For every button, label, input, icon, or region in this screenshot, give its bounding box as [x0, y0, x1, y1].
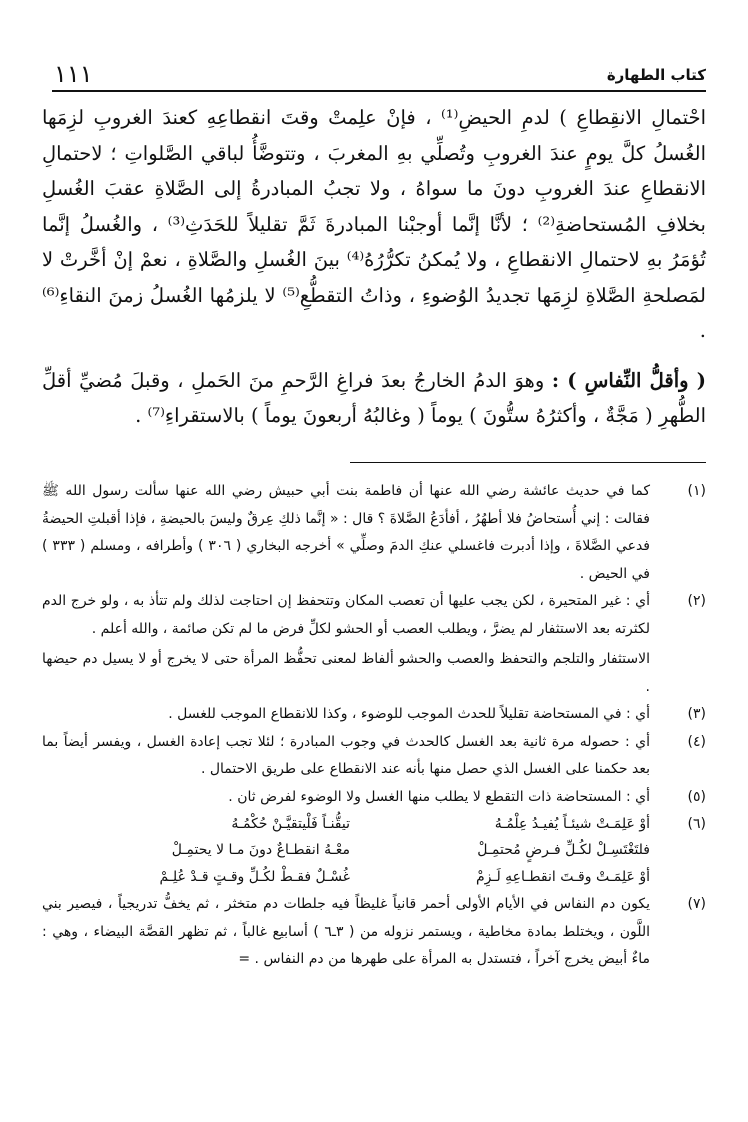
running-header	[52, 58, 706, 92]
footnote-2	[42, 588, 706, 643]
main-paragraph-2	[42, 363, 706, 434]
nifas-heading: ( وأقلُّ النِّفاسِ ) :	[551, 368, 706, 392]
footnote-text: يكون دم النفاس في الأيام الأولى أحمر قانياً غليظاً فيه جلطات دم متخثر ، ثم يخفُّ تدريجياً ، فيصير بني اللَّون ، ويختلط بمادة مخاطية ، ويستمر نزوله من ( ٣ـ٦ ) أسابيع غالباً ، ثم تظهر القصَّة البيضاء ، وهي : ماءٌ أبيض يخرج آخراً ، فتستدل به المرأة على طهرها من دم النفاس . =	[42, 896, 650, 967]
poem-verse	[42, 838, 650, 865]
book-title: كتاب الطهارة	[606, 66, 706, 84]
verse-first-hemistich: فلتَغْتَسِـلْ لكُـلِّ فـرضٍ مُحتمِـلْ	[477, 842, 650, 858]
footnote-number: (٧)	[687, 896, 706, 912]
footnote-number: (٦)	[687, 816, 706, 832]
verse-first-hemistich: أوْ عَلِمَـتْ شيئـاً يُفيـدُ عِلْمُـهُ	[494, 815, 650, 832]
verse-second-hemistich: غُسْـلٌ فقـطْ لكُـلِّ وقـتٍ قـدْ عُلِـمْ	[159, 868, 350, 885]
footnote-2-continuation: الاستثفار والتلجم والتحفظ والعصب والحشو ألفاظ لمعنى تحفُّظ المرأة حتى لا يخرج أو لا يسيل دم حيضها .	[42, 651, 650, 695]
footnote-text: أي : غير المتحيرة ، لكن يجب عليها أن تعصب المكان وتتحفظ إن احتاجت لذلك ولم تتأذ به ، ولو خرج الدم لكثرته بعد الاستثفار لم يضرَّ ، ويطلب العصب أو الحشو لكلِّ فرض ما لم تكن صائمة ، والله أعلم .	[42, 593, 650, 637]
footnote-text: أي : حصوله مرة ثانية بعد الغسل كالحدث في وجوب المبادرة ؛ لئلا تجب إعادة الغسل ، ويفسر أيضاً بما بعد حكمنا على الغسل الذي حصل منها بأنه عند الانقطاع على طريق الاحتمال .	[42, 733, 650, 777]
footnote-number: (٥)	[687, 788, 706, 805]
footnote-4	[42, 729, 706, 784]
footnote-number: (٤)	[687, 733, 706, 750]
footnote-3	[42, 701, 706, 729]
poem-verse	[42, 864, 650, 891]
footnote-number: (١)	[687, 483, 706, 499]
footnote-number: (٢)	[687, 593, 706, 609]
footnote-1	[42, 478, 706, 588]
footnote-text: كما في حديث عائشة رضي الله عنها أن فاطمة بنت أبي حبيش رضي الله عنها سألت رسول الله ﷺ فقالت : إني أُستحاضُ فلا أطهُرُ ، أفأدَعُ الصَّلاةَ ؟ قال : « إنَّما ذلكِ عِرقٌ وليسَ بالحيضةِ ، فإذا أقبلتِ الحيضةُ فدعي الصَّلاةَ ، وإذا أدبرت فاغسلي عنكِ الدمَ وصلِّي » أخرجه البخاري ( ٣٠٦ ) وأطرافه ، ومسلم ( ٣٣٣ ) في الحيض .	[42, 483, 650, 582]
main-text	[42, 100, 706, 434]
page-number: ١١١	[54, 60, 93, 88]
footnote-5	[42, 784, 706, 812]
footnote-text: أي : في المستحاضة تقليلاً للحدث الموجب للوضوء ، وكذا للانقطاع الموجب للغسل .	[168, 706, 650, 722]
footnotes	[42, 478, 706, 974]
footnote-6-poem	[42, 811, 706, 891]
footnote-7	[42, 891, 706, 974]
verse-second-hemistich: تيقُّنـاً فَلْيتقيَّـنْ حُكْمُـهُ	[231, 815, 350, 832]
verse-second-hemistich: معْـهُ انقطـاعٌ دونَ مـا لا يحتمِـلْ	[171, 842, 350, 858]
poem-verse	[42, 811, 650, 838]
footnote-text: أي : المستحاضة ذات التقطع لا يطلب منها الغسل ولا الوضوء لفرض ثان .	[228, 788, 650, 805]
main-paragraph-1: احْتمالِ الانقِطاعِ ) لدمِ الحيضِ⁽¹⁾ ، فإنْ علِمتْ وقتَ انقطاعِهِ كعندَ الغروبِ لزِمَها الغُسلُ كلَّ يومٍ عندَ الغروبِ وتُصلِّي بهِ المغربَ ، وتتوضَّأُ لباقي الصَّلواتِ ؛ لاحتمالِ الانقطاعِ عندَ الغروبِ دونَ ما سواهُ ، ولا تجبُ المبادرةُ إلى الصَّلاةِ عقبَ الغُسلِ بخلافِ المُستحاضةِ⁽²⁾ ؛ لأنَّا إنَّما أوجبْنا المبادرةَ ثَمَّ تقليلاً للحَدَثِ⁽³⁾ ، والغُسلُ إنَّما تُؤمَرُ بهِ لاحتمالِ الانقطاعِ ، ولا يُمكنُ تكرُّرُهُ⁽⁴⁾ بينَ الغُسلِ والصَّلاةِ ، نعمْ إنْ أخَّرتْ لا لمَصلحةِ الصَّلاةِ لزِمَها تجديدُ الوُضوءِ ، وذاتُ التقطُّعِ⁽⁵⁾ لا يلزمُها الغُسلُ زمنَ النقاءِ⁽⁶⁾ .	[42, 106, 706, 342]
main-paragraph-2-text: وهوَ الدمُ الخارجُ بعدَ فراغِ الرَّحمِ منَ الحَملِ ، وقبلَ مُضيِّ أقلِّ الطُّهرِ ( مَجَّةٌ ، وأكثرُهُ ستُّونَ ) يوماً ( وغالبُهُ أربعونَ يوماً ) بالاستقراءِ⁽⁷⁾ .	[42, 368, 706, 427]
footnote-separator	[350, 462, 706, 463]
verse-first-hemistich: أوْ عَلِمَـتْ وقـتَ انقطـاعِهِ لَـزِمْ	[475, 868, 650, 885]
footnote-number: (٣)	[687, 706, 706, 722]
